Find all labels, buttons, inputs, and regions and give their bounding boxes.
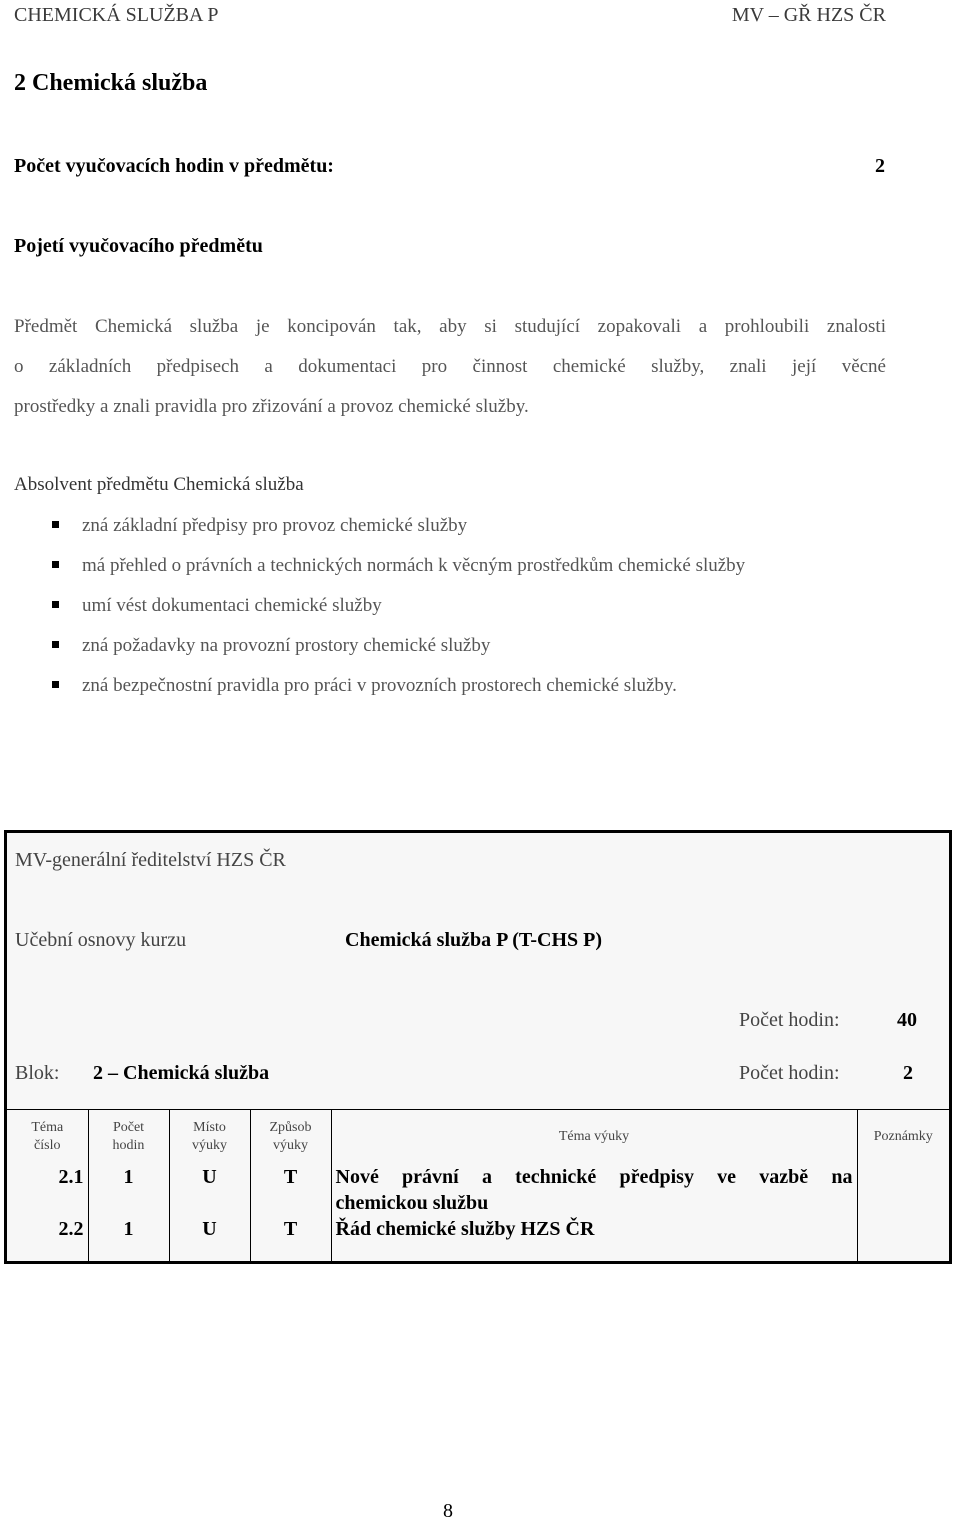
total-hours-value: 40 xyxy=(897,1009,917,1031)
bullet-square-icon xyxy=(52,601,59,608)
block-hours-value: 2 xyxy=(903,1062,913,1084)
list-item: zná základní předpisy pro provoz chemické služby xyxy=(0,506,886,546)
list-item: umí vést dokumentaci chemické služby xyxy=(0,586,886,626)
concept-heading: Pojetí vyučovacího předmětu xyxy=(14,235,263,257)
col-topic: Téma výuky xyxy=(331,1110,857,1163)
col-hours: Počet hodin xyxy=(88,1110,169,1163)
row-no-cell: 2.1 2.2 xyxy=(58,1166,84,1240)
col-topic-no: Téma číslo xyxy=(7,1110,88,1163)
block-label: Blok: xyxy=(15,1062,60,1084)
concept-line: prostředky a znali pravidla pro zřizování a provoz chemické služby. xyxy=(14,396,529,417)
hours-value: 2 xyxy=(875,155,885,177)
list-item: zná bezpečnostní pravidla pro práci v provozních prostorech chemické služby. xyxy=(0,666,886,706)
block-hours-label: Počet hodin: xyxy=(739,1062,840,1084)
outcomes-list xyxy=(0,506,886,706)
block-name: 2 – Chemická služba xyxy=(93,1062,270,1084)
concept-line: o základních předpisech a dokumentaci pro činnost chemické služby, znali její věcné xyxy=(14,356,886,377)
topics-table xyxy=(7,1109,949,1261)
row-place-cell: U U xyxy=(169,1162,250,1261)
row-method-cell: T T xyxy=(250,1162,331,1261)
hours-label: Počet vyučovacích hodin v předmětu: xyxy=(14,155,334,177)
org-name: MV-generální ředitelství HZS ČR xyxy=(15,849,286,871)
table-header-row xyxy=(7,1110,949,1163)
total-hours-label: Počet hodin: xyxy=(739,1009,840,1031)
chapter-title: 2 Chemická služba xyxy=(14,70,208,96)
concept-paragraph xyxy=(14,307,886,427)
bullet-square-icon xyxy=(52,681,59,688)
col-method: Způsob výuky xyxy=(250,1110,331,1163)
absolvent-heading: Absolvent předmětu Chemická služba xyxy=(14,474,304,495)
list-item: zná požadavky na provozní prostory chemické služby xyxy=(0,626,886,666)
table-row xyxy=(7,1162,949,1261)
concept-line: Předmět Chemická služba je koncipován tak, aby si studující zopakovali a prohloubili znalosti xyxy=(14,316,886,337)
bullet-square-icon xyxy=(52,521,59,528)
col-place: Místo výuky xyxy=(169,1110,250,1163)
course-name: Chemická služba P (T-CHS P) xyxy=(345,929,603,951)
list-item: má přehled o právních a technických normách k věcným prostředkům chemické služby xyxy=(0,546,886,586)
col-notes: Poznámky xyxy=(857,1110,949,1163)
running-header-left: CHEMICKÁ SLUŽBA P xyxy=(14,4,219,26)
curriculum-box xyxy=(4,830,952,1264)
bullet-square-icon xyxy=(52,561,59,568)
course-label: Učební osnovy kurzu xyxy=(15,929,187,951)
row-hours-cell: 1 1 xyxy=(88,1162,169,1261)
bullet-square-icon xyxy=(52,641,59,648)
page-number: 8 xyxy=(443,1500,453,1522)
running-header-right: MV – GŘ HZS ČR xyxy=(731,4,886,26)
row-topic-cell: Nové právní a technické předpisy ve vazbě na chemickou službu Řád chemické služby HZS ČR xyxy=(331,1162,857,1261)
row-notes-cell xyxy=(857,1162,949,1261)
